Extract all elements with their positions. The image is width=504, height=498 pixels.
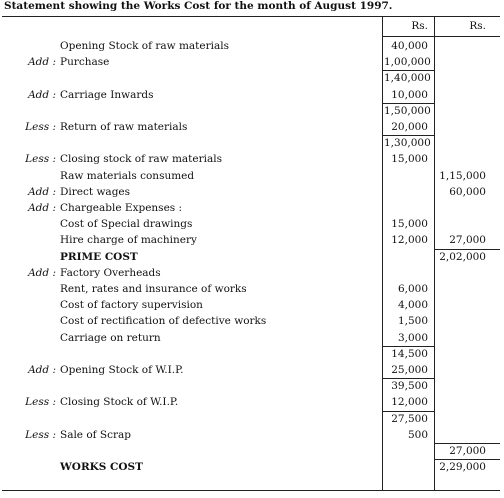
amount-col1: 3,000: [397, 331, 428, 344]
row-label: Closing Stock of W.I.P.: [60, 396, 179, 409]
amount-col2: 1,15,000: [439, 169, 486, 182]
amount-col2: 27,000: [449, 234, 486, 247]
amount-col1: 1,40,000: [384, 72, 431, 85]
amount-col2: 27,000: [449, 445, 486, 457]
row-label: WORKS COST: [60, 461, 143, 474]
row-prefix: Less :: [25, 428, 56, 441]
amount-col1: 15,000: [391, 153, 428, 166]
row-label: Raw materials consumed: [60, 169, 195, 182]
row-prefix: Add :: [28, 56, 56, 69]
amount-col1: 12,000: [391, 234, 428, 247]
amount-col1: 12,000: [391, 396, 428, 409]
row-label: PRIME COST: [60, 250, 138, 263]
row-label: Factory Overheads: [60, 266, 161, 279]
column-divider: [382, 17, 383, 490]
row-prefix: Less :: [25, 153, 56, 166]
amount-col1: 25,000: [391, 364, 428, 376]
amount-col1: 14,500: [391, 347, 428, 360]
amount-col2: 2,29,000: [439, 461, 486, 474]
row-prefix: Add :: [28, 364, 56, 376]
subtotal-rule: [382, 103, 434, 104]
amount-col1: 40,000: [391, 40, 428, 52]
amount-col2: 60,000: [449, 185, 486, 198]
row-label: Opening Stock of raw materials: [60, 40, 229, 52]
amount-col2: 2,02,000: [439, 250, 486, 263]
amount-col1: 500: [407, 428, 428, 441]
subtotal-rule: [382, 411, 434, 412]
row-label: Opening Stock of W.I.P.: [60, 364, 184, 376]
col1-header: Rs.: [411, 20, 428, 32]
statement-title: Statement showing the Works Cost for the month of August 1997.: [4, 0, 393, 12]
total-rule: [434, 459, 500, 460]
subtotal-rule: [382, 70, 434, 71]
amount-col1: 4,000: [397, 299, 428, 312]
row-label: Rent, rates and insurance of works: [60, 283, 247, 295]
col2-header: Rs.: [469, 20, 486, 32]
total-rule: [434, 249, 500, 250]
row-label: Cost of factory supervision: [60, 299, 203, 312]
amount-col1: 1,50,000: [384, 104, 431, 117]
row-prefix: Less :: [25, 121, 56, 133]
row-label: Closing stock of raw materials: [60, 153, 222, 166]
row-label: Cost of rectification of defective works: [60, 315, 267, 328]
row-label: Purchase: [60, 56, 110, 69]
amount-col1: 1,500: [397, 315, 428, 328]
subtotal-rule: [382, 135, 434, 136]
row-prefix: Add :: [28, 185, 56, 198]
amount-col1: 27,500: [391, 412, 428, 425]
subtotal-rule: [382, 346, 434, 347]
row-prefix: Add :: [28, 88, 56, 101]
statement-table: [2, 16, 500, 491]
subtotal-rule: [382, 378, 434, 379]
column-divider: [434, 17, 435, 490]
row-label: Direct wages: [60, 185, 131, 198]
header-rule: [382, 36, 500, 37]
amount-col1: 10,000: [391, 88, 428, 101]
row-prefix: Less :: [25, 396, 56, 409]
amount-col1: 39,500: [391, 380, 428, 393]
row-label: Cost of Special drawings: [60, 218, 193, 231]
row-label: Hire charge of machinery: [60, 234, 197, 247]
amount-col1: 1,30,000: [384, 137, 431, 150]
amount-col1: 15,000: [391, 218, 428, 231]
amount-col1: 20,000: [391, 121, 428, 133]
amount-col1: 1,00,000: [384, 56, 431, 69]
row-label: Carriage Inwards: [60, 88, 154, 101]
row-prefix: Add :: [28, 266, 56, 279]
row-label: Sale of Scrap: [60, 428, 131, 441]
row-label: Return of raw materials: [60, 121, 188, 133]
amount-col1: 6,000: [397, 283, 428, 295]
total-rule: [434, 443, 500, 444]
row-prefix: Add :: [28, 202, 56, 214]
row-label: Carriage on return: [60, 331, 161, 344]
row-label: Chargeable Expenses :: [60, 202, 183, 214]
